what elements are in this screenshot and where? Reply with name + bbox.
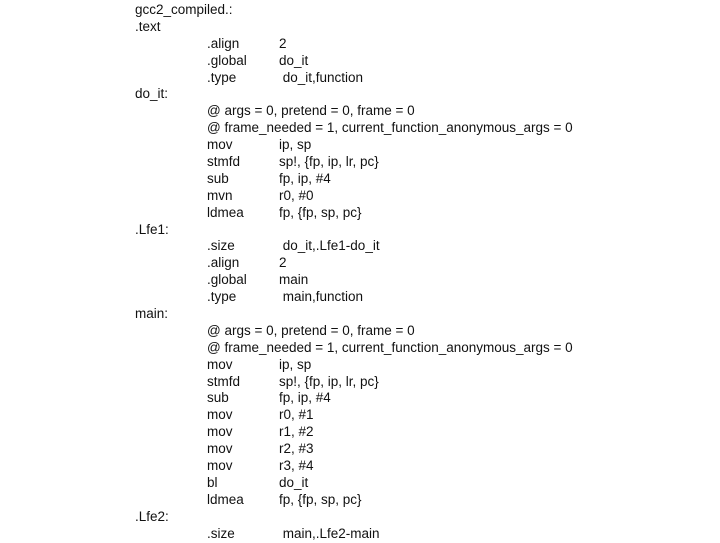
code-line-instr	[0, 137, 720, 154]
code-operands: do_it,.Lfe1-do_it	[279, 238, 380, 254]
code-label: do_it:	[135, 86, 169, 102]
code-operands: sp!, {fp, ip, lr, pc}	[279, 154, 379, 170]
code-operands: do_it,function	[279, 69, 364, 85]
code-operands: do_it	[279, 52, 309, 68]
code-line-label	[0, 86, 720, 103]
code-operands: main,function	[279, 289, 364, 305]
code-operands: 2	[279, 35, 287, 51]
code-line-instr	[0, 374, 720, 391]
code-line-instr	[0, 188, 720, 205]
code-operands: main,.Lfe2-main	[279, 525, 380, 541]
code-line-comment	[0, 120, 720, 137]
code-line-instr	[0, 53, 720, 70]
code-label: main:	[135, 306, 169, 322]
code-line-instr	[0, 70, 720, 87]
code-line-instr	[0, 272, 720, 289]
code-line-comment	[0, 323, 720, 340]
code-operands: r3, #4	[279, 458, 314, 474]
code-line-instr	[0, 407, 720, 424]
code-line-instr	[0, 390, 720, 407]
code-line-instr	[0, 441, 720, 458]
code-label: gcc2_compiled.:	[135, 2, 233, 17]
code-line-instr	[0, 171, 720, 188]
code-line-label	[0, 306, 720, 323]
code-operands: ip, sp	[279, 137, 312, 153]
code-mnemonic: sub	[207, 170, 229, 186]
code-operands: 2	[279, 255, 287, 271]
code-mnemonic: mov	[207, 137, 233, 153]
code-line-instr	[0, 475, 720, 492]
code-mnemonic: mov	[207, 458, 233, 474]
code-mnemonic: bl	[207, 474, 218, 490]
code-comment: @ frame_needed = 1, current_function_anonymous_args = 0	[207, 339, 573, 355]
code-operands: main	[279, 272, 309, 288]
code-mnemonic: .global	[207, 52, 247, 68]
code-label: .Lfe2:	[135, 508, 169, 524]
code-line-instr	[0, 154, 720, 171]
assembly-listing	[0, 2, 720, 543]
code-line-instr	[0, 424, 720, 441]
code-line-instr	[0, 289, 720, 306]
code-operands: fp, ip, #4	[279, 170, 331, 186]
code-line-instr	[0, 205, 720, 222]
code-mnemonic: .align	[207, 255, 240, 271]
code-line-label	[0, 2, 720, 19]
code-mnemonic: mov	[207, 356, 233, 372]
code-label: .text	[135, 18, 161, 34]
code-line-label	[0, 509, 720, 526]
code-line-label	[0, 19, 720, 36]
code-line-instr	[0, 255, 720, 272]
code-mnemonic: .align	[207, 35, 240, 51]
code-operands: r2, #3	[279, 441, 314, 457]
code-mnemonic: mvn	[207, 187, 233, 203]
code-mnemonic: ldmea	[207, 204, 244, 220]
code-mnemonic: .size	[207, 238, 235, 254]
code-line-comment	[0, 103, 720, 120]
code-line-instr	[0, 492, 720, 509]
code-comment: @ frame_needed = 1, current_function_anonymous_args = 0	[207, 120, 573, 136]
code-line-instr	[0, 458, 720, 475]
code-mnemonic: stmfd	[207, 154, 241, 170]
code-mnemonic: mov	[207, 441, 233, 457]
code-operands: fp, ip, #4	[279, 390, 331, 406]
code-mnemonic: stmfd	[207, 373, 241, 389]
code-line-instr	[0, 36, 720, 53]
code-line-comment	[0, 340, 720, 357]
code-operands: sp!, {fp, ip, lr, pc}	[279, 373, 379, 389]
code-operands: ip, sp	[279, 356, 312, 372]
code-operands: r0, #1	[279, 407, 314, 423]
code-mnemonic: .size	[207, 525, 235, 541]
code-mnemonic: ldmea	[207, 491, 244, 507]
code-mnemonic: .global	[207, 272, 247, 288]
code-operands: fp, {fp, sp, pc}	[279, 204, 362, 220]
code-operands: fp, {fp, sp, pc}	[279, 491, 362, 507]
code-operands: r1, #2	[279, 424, 314, 440]
code-mnemonic: .type	[207, 289, 237, 305]
code-operands: r0, #0	[279, 187, 314, 203]
code-line-instr	[0, 238, 720, 255]
code-label: .Lfe1:	[135, 221, 169, 237]
code-comment: @ args = 0, pretend = 0, frame = 0	[207, 103, 415, 119]
code-mnemonic: mov	[207, 424, 233, 440]
code-operands: do_it	[279, 474, 309, 490]
code-line-label	[0, 222, 720, 239]
code-line-instr	[0, 357, 720, 374]
code-comment: @ args = 0, pretend = 0, frame = 0	[207, 322, 415, 338]
code-mnemonic: sub	[207, 390, 229, 406]
code-mnemonic: .type	[207, 69, 237, 85]
code-mnemonic: mov	[207, 407, 233, 423]
